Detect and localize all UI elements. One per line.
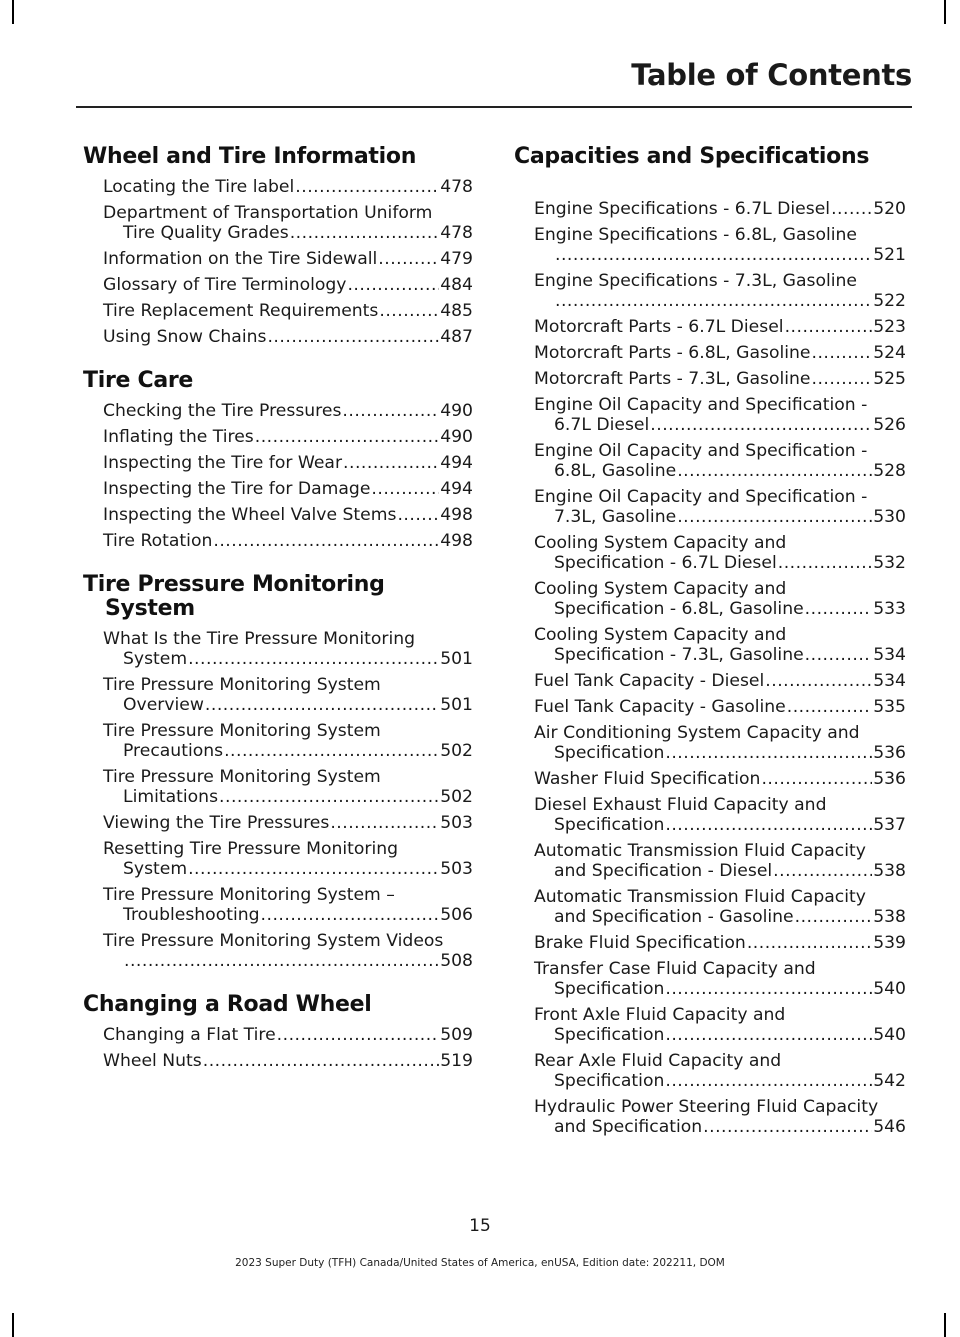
toc-entry[interactable] — [83, 931, 473, 971]
toc-entry[interactable] — [514, 225, 906, 265]
toc-page-number: 540 — [873, 979, 906, 999]
toc-entry-title: Specification — [554, 1025, 665, 1045]
toc-page-number: 498 — [440, 531, 473, 551]
dot-leader — [665, 743, 872, 763]
toc-entry-title: Fuel Tank Capacity - Diesel — [534, 671, 765, 691]
dot-leader — [330, 813, 439, 833]
toc-entry-title: and Specification — [554, 1117, 703, 1137]
toc-page-number: 490 — [440, 401, 473, 421]
toc-entry-title: Specification - 7.3L, Gasoline — [554, 645, 804, 665]
toc-page-number: 523 — [873, 317, 906, 337]
toc-page-number: 484 — [440, 275, 473, 295]
toc-entry[interactable] — [514, 533, 906, 573]
toc-entry-title: Motorcraft Parts - 6.8L, Gasoline — [534, 343, 811, 363]
toc-page-number: 536 — [873, 769, 906, 789]
dot-leader — [397, 505, 439, 525]
dot-leader — [787, 697, 872, 717]
dot-leader — [785, 317, 873, 337]
toc-entry-title: Cooling System Capacity and — [534, 579, 787, 599]
toc-entry[interactable] — [83, 453, 473, 473]
toc-entry-title: Automatic Transmission Fluid Capacity — [534, 887, 866, 907]
dot-leader — [224, 741, 439, 761]
toc-entry-title: Glossary of Tire Terminology — [103, 275, 347, 295]
toc-entry-title: 6.7L Diesel — [554, 415, 650, 435]
toc-entry[interactable] — [83, 1025, 473, 1045]
toc-entry[interactable] — [514, 395, 906, 435]
dot-leader — [811, 343, 872, 363]
section-title-line: System — [105, 596, 195, 621]
toc-page-number: 537 — [873, 815, 906, 835]
toc-entry-title: Motorcraft Parts - 7.3L, Gasoline — [534, 369, 811, 389]
toc-page-number: 494 — [440, 479, 473, 499]
toc-page-number: 542 — [873, 1071, 906, 1091]
toc-page-number: 485 — [440, 301, 473, 321]
toc-page-number: 501 — [440, 695, 473, 715]
toc-entry-title: Limitations — [123, 787, 219, 807]
toc-entry-title: Tire Pressure Monitoring System — [103, 721, 381, 741]
toc-entry-title: Overview — [123, 695, 204, 715]
toc-entry-title: Engine Specifications - 6.8L, Gasoline — [534, 225, 857, 245]
dot-leader — [277, 1025, 440, 1045]
toc-entry-title: Cooling System Capacity and — [534, 625, 787, 645]
toc-entry-title: Viewing the Tire Pressures — [103, 813, 330, 833]
toc-entry[interactable] — [514, 723, 906, 763]
toc-entry[interactable] — [83, 203, 473, 243]
toc-entry-title: Tire Rotation — [103, 531, 213, 551]
toc-entry-title: Tire Pressure Monitoring System – — [103, 885, 395, 905]
toc-entry-title: Changing a Flat Tire — [103, 1025, 276, 1045]
toc-page-number: 532 — [873, 553, 906, 573]
toc-page-number: 503 — [440, 859, 473, 879]
dot-leader — [677, 507, 872, 527]
toc-page-number: 503 — [440, 813, 473, 833]
toc-entry-title: Checking the Tire Pressures — [103, 401, 342, 421]
toc-entry-title: Transfer Case Fluid Capacity and — [534, 959, 816, 979]
toc-entry-title: Troubleshooting — [123, 905, 260, 925]
section-title: Tire Care — [83, 368, 194, 393]
dot-leader — [650, 415, 872, 435]
toc-entry[interactable] — [83, 885, 473, 925]
toc-entry[interactable] — [514, 317, 906, 337]
toc-entry-title: Diesel Exhaust Fluid Capacity and — [534, 795, 827, 815]
dot-leader — [347, 275, 439, 295]
toc-page-number: 490 — [440, 427, 473, 447]
header-rule — [76, 106, 912, 108]
toc-entry-title: and Specification - Diesel — [554, 861, 773, 881]
toc-entry-title: Engine Oil Capacity and Specification - — [534, 487, 868, 507]
dot-leader — [703, 1117, 872, 1137]
toc-entry[interactable] — [514, 1005, 906, 1045]
crop-mark — [12, 0, 14, 24]
dot-leader — [677, 461, 872, 481]
toc-entry[interactable] — [514, 579, 906, 619]
dot-leader — [371, 479, 439, 499]
toc-entry-title: Inflating the Tires — [103, 427, 254, 447]
dot-leader — [778, 553, 872, 573]
toc-page-number: 509 — [440, 1025, 473, 1045]
toc-entry-title: Tire Pressure Monitoring System Videos — [103, 931, 444, 951]
toc-page-number: 534 — [873, 645, 906, 665]
toc-entry[interactable] — [514, 769, 906, 789]
toc-page-number: 522 — [873, 291, 906, 311]
toc-page-number: 520 — [873, 199, 906, 219]
toc-entry-title: Automatic Transmission Fluid Capacity — [534, 841, 866, 861]
toc-entry-title: Rear Axle Fluid Capacity and — [534, 1051, 782, 1071]
toc-page-number: 533 — [873, 599, 906, 619]
dot-leader — [219, 787, 439, 807]
toc-page-number: 540 — [873, 1025, 906, 1045]
dot-leader — [665, 815, 872, 835]
toc-entry-title: Inspecting the Tire for Wear — [103, 453, 343, 473]
toc-entry-title: Tire Replacement Requirements — [103, 301, 379, 321]
toc-entry[interactable] — [83, 249, 473, 269]
dot-leader — [295, 177, 439, 197]
toc-page-number: 539 — [873, 933, 906, 953]
dot-leader — [805, 599, 873, 619]
page-title: Table of Contents — [631, 58, 912, 92]
toc-entry[interactable] — [83, 1051, 473, 1071]
toc-entry[interactable] — [514, 933, 906, 953]
toc-entry-title: System — [123, 859, 188, 879]
dot-leader — [267, 327, 439, 347]
toc-page-number: 530 — [873, 507, 906, 527]
dot-leader — [290, 223, 439, 243]
toc-page-number: 494 — [440, 453, 473, 473]
toc-entry-title: Tire Quality Grades — [123, 223, 289, 243]
dot-leader — [124, 951, 439, 971]
toc-entry[interactable] — [514, 199, 906, 219]
toc-entry-title: Engine Oil Capacity and Specification - — [534, 441, 868, 461]
footer-edition-info: 2023 Super Duty (TFH) Canada/United States of America, enUSA, Edition date: 202211, DOM — [235, 1257, 725, 1269]
toc-entry[interactable] — [83, 813, 473, 833]
crop-mark — [12, 1313, 14, 1337]
toc-entry-title: Brake Fluid Specification — [534, 933, 746, 953]
page-header — [0, 58, 912, 92]
dot-leader — [765, 671, 872, 691]
dot-leader — [555, 291, 872, 311]
toc-left-column — [83, 145, 473, 1077]
dot-leader — [805, 645, 873, 665]
toc-entry[interactable] — [83, 427, 473, 447]
dot-leader — [188, 649, 439, 669]
toc-entry-title: Using Snow Chains — [103, 327, 267, 347]
toc-entry-title: Front Axle Fluid Capacity and — [534, 1005, 786, 1025]
toc-entry-title: Cooling System Capacity and — [534, 533, 787, 553]
toc-page-number: 538 — [873, 861, 906, 881]
toc-entry-title: Tire Pressure Monitoring System — [103, 767, 381, 787]
toc-page-number: 526 — [873, 415, 906, 435]
toc-entry[interactable] — [83, 767, 473, 807]
toc-entry-title: Fuel Tank Capacity - Gasoline — [534, 697, 786, 717]
toc-entry-title: What Is the Tire Pressure Monitoring — [103, 629, 416, 649]
toc-entry-title: Department of Transportation Uniform — [103, 203, 433, 223]
toc-entry-title: Air Conditioning System Capacity and — [534, 723, 860, 743]
toc-right-column — [514, 145, 906, 1143]
section-title — [83, 573, 473, 621]
dot-leader — [555, 245, 872, 265]
toc-entry[interactable] — [514, 671, 906, 691]
dot-leader — [831, 199, 872, 219]
toc-entry-title: 7.3L, Gasoline — [554, 507, 677, 527]
toc-page-number: 525 — [873, 369, 906, 389]
dot-leader — [665, 1025, 872, 1045]
toc-entry[interactable] — [83, 275, 473, 295]
toc-entry[interactable] — [514, 795, 906, 835]
toc-entry[interactable] — [83, 505, 473, 525]
toc-page-number: 536 — [873, 743, 906, 763]
toc-entry-title: Wheel Nuts — [103, 1051, 202, 1071]
toc-entry[interactable] — [514, 697, 906, 717]
crop-mark — [944, 1313, 946, 1337]
toc-entry[interactable] — [514, 343, 906, 363]
toc-page-number: 538 — [873, 907, 906, 927]
toc-entry[interactable] — [514, 271, 906, 311]
dot-leader — [188, 859, 439, 879]
dot-leader — [379, 301, 439, 321]
toc-entry-title: Inspecting the Tire for Damage — [103, 479, 371, 499]
toc-entry-title: Washer Fluid Specification — [534, 769, 761, 789]
page-number: 15 — [469, 1216, 491, 1236]
toc-entry[interactable] — [83, 301, 473, 321]
dot-leader — [795, 907, 873, 927]
toc-entry[interactable] — [514, 887, 906, 927]
toc-page-number: 535 — [873, 697, 906, 717]
dot-leader — [261, 905, 440, 925]
section-title: Capacities and Specifications — [514, 144, 870, 169]
toc-entry[interactable] — [83, 327, 473, 347]
dot-leader — [773, 861, 872, 881]
dot-leader — [761, 769, 872, 789]
dot-leader — [203, 1051, 439, 1071]
dot-leader — [665, 1071, 872, 1091]
toc-entry-title: Engine Oil Capacity and Specification - — [534, 395, 868, 415]
toc-entry-title: Motorcraft Parts - 6.7L Diesel — [534, 317, 784, 337]
toc-entry-title: Specification — [554, 743, 665, 763]
toc-entry[interactable] — [514, 441, 906, 481]
toc-entry-title: Specification — [554, 979, 665, 999]
section-title: Wheel and Tire Information — [83, 144, 417, 169]
dot-leader — [747, 933, 872, 953]
toc-entry[interactable] — [83, 721, 473, 761]
toc-entry-title: Precautions — [123, 741, 224, 761]
toc-entry-title: Specification — [554, 815, 665, 835]
toc-entry-title: and Specification - Gasoline — [554, 907, 794, 927]
toc-entry[interactable] — [83, 839, 473, 879]
toc-entry-title: Engine Specifications - 7.3L, Gasoline — [534, 271, 857, 291]
toc-page-number: 498 — [440, 505, 473, 525]
toc-entry[interactable] — [83, 401, 473, 421]
dot-leader — [213, 531, 439, 551]
toc-page-number: 502 — [440, 787, 473, 807]
crop-mark — [944, 0, 946, 24]
toc-entry-title: Inspecting the Wheel Valve Stems — [103, 505, 397, 525]
toc-page-number: 521 — [873, 245, 906, 265]
dot-leader — [343, 453, 439, 473]
dot-leader — [665, 979, 872, 999]
toc-page-number: 546 — [873, 1117, 906, 1137]
toc-page-number: 534 — [873, 671, 906, 691]
toc-entry-title: Hydraulic Power Steering Fluid Capacity — [534, 1097, 879, 1117]
toc-entry-title: Engine Specifications - 6.7L Diesel — [534, 199, 831, 219]
toc-entry[interactable] — [83, 177, 473, 197]
toc-page-number: 478 — [440, 223, 473, 243]
toc-entry-title: Tire Pressure Monitoring System — [103, 675, 381, 695]
toc-entry[interactable] — [514, 1051, 906, 1091]
toc-entry-title: Resetting Tire Pressure Monitoring — [103, 839, 399, 859]
toc-entry[interactable] — [514, 487, 906, 527]
toc-entry[interactable] — [83, 629, 473, 669]
toc-entry-title: System — [123, 649, 188, 669]
toc-entry-title: 6.8L, Gasoline — [554, 461, 677, 481]
toc-entry[interactable] — [514, 959, 906, 999]
toc-entry-title: Information on the Tire Sidewall — [103, 249, 378, 269]
toc-entry-title: Locating the Tire label — [103, 177, 295, 197]
toc-entry[interactable] — [83, 675, 473, 715]
toc-page-number: 487 — [440, 327, 473, 347]
dot-leader — [342, 401, 439, 421]
toc-page-number: 479 — [440, 249, 473, 269]
dot-leader — [378, 249, 439, 269]
dot-leader — [811, 369, 872, 389]
toc-page-number: 478 — [440, 177, 473, 197]
toc-entry[interactable] — [514, 841, 906, 881]
toc-entry[interactable] — [514, 625, 906, 665]
toc-entry-title: Specification - 6.8L, Gasoline — [554, 599, 804, 619]
toc-entry-title: Specification - 6.7L Diesel — [554, 553, 777, 573]
section-title: Changing a Road Wheel — [83, 992, 372, 1017]
toc-page-number: 508 — [440, 951, 473, 971]
dot-leader — [255, 427, 439, 447]
toc-page-number: 528 — [873, 461, 906, 481]
section-title-line: Tire Pressure Monitoring — [83, 572, 385, 597]
toc-entry[interactable] — [514, 369, 906, 389]
toc-entry[interactable] — [83, 531, 473, 551]
toc-page-number: 502 — [440, 741, 473, 761]
dot-leader — [205, 695, 439, 715]
toc-entry[interactable] — [83, 479, 473, 499]
toc-entry[interactable] — [514, 1097, 906, 1137]
toc-page-number: 519 — [440, 1051, 473, 1071]
toc-entry-title: Specification — [554, 1071, 665, 1091]
toc-page-number: 506 — [440, 905, 473, 925]
toc-page-number: 524 — [873, 343, 906, 363]
toc-page-number: 501 — [440, 649, 473, 669]
